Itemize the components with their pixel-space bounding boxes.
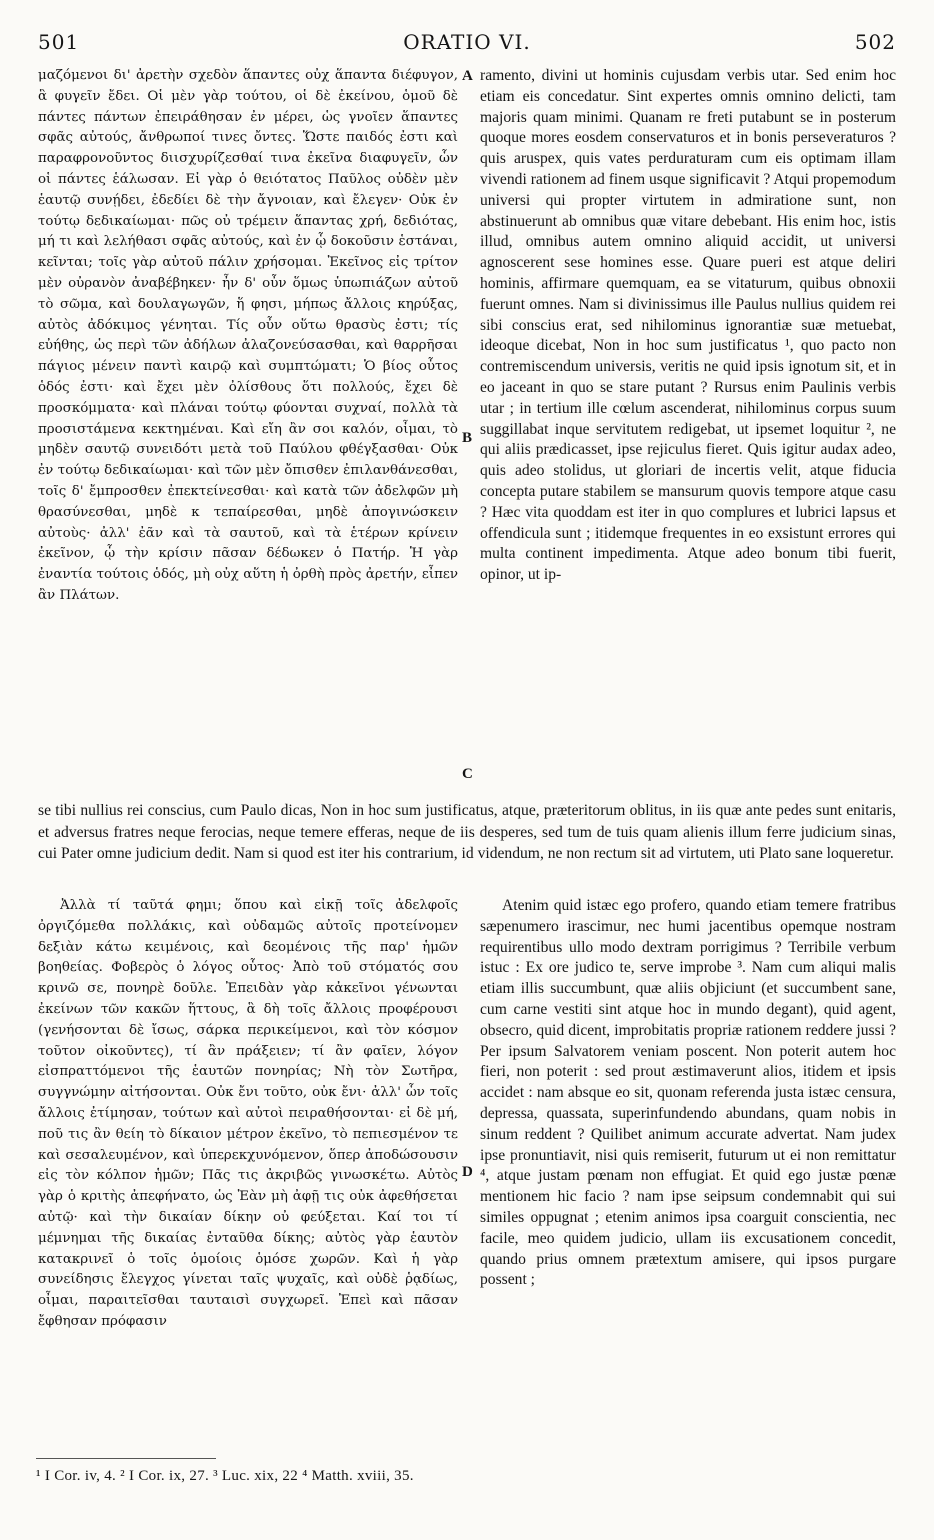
- margin-mark-b: B: [462, 430, 473, 446]
- page-header: [38, 30, 896, 64]
- latin-paragraph-3: Atenim quid istæc ego profero, quando etiam temere fratribus sæpenumero irascimur, nec humi jacentibus opemque nostram requirentibus ullo modo dextram porrigimus ? Terribile verbum istuc : Ex ore judico te, serve improbe ³. Nam cum aliqui malis etiam illis succumbunt, quæ aliis objiciunt (et succumbent sane, cum carne vestiti sint atque hoc in mundo degant), quid agent, obsecro, quid dicent, improbitatis propriæ rationem reddere jussi ? Per ipsum Salvatorem veniam poscent. Non poterit autem hoc fieri, non poterit : sed prout æstimaverunt alios, itidem et ipsis accidet : nam absque eo sit, quonam referenda justa istæc censura, depressa, quassata, superinfundendo abundans, quam nobis in sinum reddent ? Quilibet animum accurate advertat. Nam judex ipse pronuntiavit, nisi quis remiserit, futurum ut ei non remittatur ⁴, atque justam pœnam non effugiat. Et quid ego justæ pœnæ mentionem hic facio ? nam ipse seipsum condemnabit qui sui similes oppugnat ; etenim animos ipsa coarguit conscientia, nec facile, meo quidem judicio, ullam iis excusationem concedit, quando prius omnem prætextum amisere, qui ipsos purgare possent ;: [480, 897, 896, 1289]
- greek-paragraph-2: Ἀλλὰ τί ταῦτά φημι; ὅπου καὶ εἰκῇ τοῖς ἀδελφοῖς ὀργιζόμεθα πολλάκις, καὶ οὐδαμῶς αὐτοῖς προτείνομεν δεξιὰν κάτω κειμένοις, καὶ δεομένοις τῆς παρ' ἡμῶν βοηθείας. Φοβερὸς ὁ λόγος οὗτος· Ἀπὸ τοῦ στόματός σου κρινῶ σε, πονηρὲ δοῦλε. Ἐπειδὰν γὰρ κἀκεῖνοι γένωνται ἐκείνων τῶν κακῶν ἥττους, ἃ δὴ τοῖς ἄλλοις προφέρουσι (γενήσονται δὲ ἴσως, σάρκα περικείμενοι, καὶ τὸν κόσμον τοῦτον οἰκοῦντες), τί ἂν πράξειεν; τί ἂν φαῖεν, λόγον εἰσπραττόμενοι τῆς ἑαυτῶν πονηρίας; Νὴ τὸν Σωτῆρα, συγγνώμην αἰτήσονται. Οὐκ ἔνι τοῦτο, οὐκ ἔνι· ἀλλ' ὧν τοῖς ἄλλοις ἐτίμησαν, τούτων καὶ αὐτοὶ πειραθήσονται· εἰ δὲ μή, ποῦ τις ἂν θείη τὸ δίκαιον μέτρον ἐκεῖνο, τὸ πεπιεσμένον τε καὶ σεσαλευμένον, καὶ ὑπερεκχυνόμενον, ὅπερ ἀποδώσουσιν εἰς τὸν κόλπον ἡμῶν; Πᾶς τις ἀκριβῶς γινωσκέτω. Αὐτὸς γὰρ ὁ κριτὴς ἀπεφήνατο, ὡς Ἐὰν μὴ ἀφῇ τις οὐκ ἀφεθήσεται αὐτῷ· καὶ τὴν δικαίαν δίκην οὐ φεύξεται. Καί τοι τί μέμνημαι τῆς δικαίας ἐνταῦθα δίκης; αὐτὸς γὰρ ἑαυτὸν κατακρινεῖ ὁ τοῖς ὁμοίοις ὁμόσε χωρῶν. Καὶ ἡ γὰρ συνείδησις ἔλεγχος γίνεται ταῖς ψυχαῖς, καὶ οὐδὲ ῥᾳδίως, οἶμαι, παραιτεῖσθαι ταυταισὶ συγχωρεῖ. Ἐπεὶ καὶ πᾶσαν ἔφθησαν πρόφασιν: [38, 898, 458, 1329]
- greek-column-bottom: [38, 896, 458, 1333]
- latin-column-top: [480, 66, 896, 586]
- greek-paragraph-1: μαζόμενοι δι' ἀρετὴν σχεδὸν ἅπαντες οὐχ ἅπαντα διέφυγον, ἃ φυγεῖν ἔδει. Οἱ μὲν γὰρ τούτου, οἱ δὲ ἐκείνου, ὁμοῦ δὲ πάντες πάντων ἐπειράθησαν ἐν μέρει, ὡς γνοῖεν ἅπαντες σφᾶς αὐτούς, ἄνθρωποί τινες ὄντες. Ὥστε παιδός ἐστι καὶ παραφρονοῦντος διισχυρίζεσθαί τινα ἐκεῖνα διαφυγεῖν, ὧν οἱ πάντες ἑάλωσαν. Εἰ γὰρ ὁ θειότατος Παῦλος οὐδὲν μὲν ἑαυτῷ συνῄδει, ἐδεδίει δὲ τὴν ἄγνοιαν, καὶ ἔλεγεν· Οὐκ ἐν τούτῳ δεδικαίωμαι· πῶς οὐ τρέμειν ἅπαντας χρή, δεδιότας, μή τι καὶ λελήθασι σφᾶς αὐτούς, καὶ ἐν ᾧ δοκοῦσιν ἑστάναι, κεῖνται; τοῖς γὰρ αὐτοῦ πάλιν χρήσομαι. Ἐκεῖνος εἰς τρίτον μὲν οὐρανὸν ἀναβέβηκεν· ἦν δ' οὖν ὅμως ὑπωπιάζων αὐτοῦ τὸ σῶμα, καὶ δουλαγωγῶν, ἥ φησι, μήπως ἄλλοις κηρύξας, αὐτὸς ἀδόκιμος γένηται. Τίς οὖν οὕτω θρασὺς ἐστι; τίς εὐήθης, ὡς περὶ τῶν ἀδήλων ἀλαζονεύσασθαι, καὶ θαρρῆσαι πάγιος μένειν παντὶ καιρῷ καὶ συμπτώματι; Ὁ βίος οὗτος ὁδός ἐστι· καὶ ἔχει μὲν ὀλίσθους ὅτι πολλούς, ἔχει δὲ προσκόμματα· καὶ πλάναι τούτῳ φύονται συχναί, πολλὰ τὰ προσιστάμενα κεκτημέναι. Καὶ εἴη ἂν σοι καλόν, οἶμαι, τὸ μηδὲν σαυτῷ συνειδότι μετὰ τοῦ Παύλου φθέγξασθαι· Οὐκ ἐν τούτῳ δεδικαίωμαι· καὶ τῶν μὲν ὄπισθεν ἐπιλανθάνεσθαι, τοῖς δ' ἔμπροσθεν ἐπεκτείνεσθαι· καὶ κατὰ τῶν ἀδελφῶν μὴ θρασύνεσθαι, μηδὲ κ τεπαίρεσθαι, μηδὲ ἀπογινώσκειν αὐτοὺς· ἀλλ' ἐᾶν καὶ τὰ σαυτοῦ, καὶ τὰ ἑτέρων κρίνειν ἐκεῖνον, ᾧ τὴν κρίσιν πᾶσαν δέδωκεν ὁ Πατήρ. Ἡ γὰρ ἐναντία τούτοις ὁδός, μὴ οὐχ αὕτη ἡ ὀρθὴ πρὸς ἀρετήν, εἶπεν ἂν Πλάτων.: [38, 68, 458, 603]
- latin-paragraph-1: ramento, divini ut hominis cujusdam verbis utar. Sed enim hoc etiam eis concedatur. Sint expertes omnis omnino delicti, tam majoris quam minimi. Quanam re freti putabunt se in posterum quoque mores eosdem conservaturos et in bonis perseveraturos ? quis aruspex, quis vates perduraturam cum eis optimam illam vivendi rationem ad finem usque significavit ? Atqui propemodum universi qui propter virtutem in admiratione sunt, non abstinuerunt ab omnibus quæ vitare debebant. His enim hoc, istis illud, omnibus autem omnino aliquid accidit, ut universi agnoscerent sese homines esse. Quare pueri est atque deliri hominis, affirmare quemquam, ea se vitaturum, quibus obnoxii fuerunt omnes. Nam si divinissimus ille Paulus nullius quidem rei sibi conscius erat, sed nihilominus ignorantiæ suæ metuebat, ideoque dicebat, Non in hoc sum justificatus ¹, quo pacto non contremiscendum universis, veritis ne quid ipsis ignotum sit, et in eo jaceant in quo se stare putant ? Rursus enim Paulinis verbis utar ; in tertium ille cœlum ascenderat, nihilominus corpus suum suggillabat inque servitutem redigebat, ut ipsemet loquitur ², ne qui aliis prædicasset, ipse rejiculus fieret. Quis igitur audax adeo, quis adeo stolidus, ut gloriari de incertis velit, atque fiducia concepta putare stabilem se mansurum quovis tempore atque casu ? Hæc vita quoddam est iter in quo complures et lubrici lapsus et offendicula sunt ; itidemque frequentes in eo exsistunt errores qui multa continent impedimenta. Atque adeo bonum tibi fuerit, opinor, ut ip-: [480, 67, 896, 584]
- latin-full-width-paragraph: [38, 800, 896, 865]
- margin-mark-c: C: [462, 766, 473, 782]
- margin-mark-d: D: [462, 1164, 473, 1180]
- running-title: ORATIO VI.: [403, 30, 531, 54]
- right-page-number: 502: [854, 30, 896, 54]
- margin-mark-a: A: [462, 68, 473, 84]
- left-page-number: 501: [38, 30, 80, 54]
- footnote-divider: [36, 1458, 216, 1459]
- greek-column-top: [38, 66, 458, 607]
- latin-paragraph-2: se tibi nullius rei conscius, cum Paulo dicas, Non in hoc sum justificatus, atque, præteritorum oblitus, in iis quæ ante pedes sunt enitaris, et adversus fratres neque ferocias, neque temere efferas, neque de iis desperes, sed tum de tuis quam alienis illum ferre judicium sinas, cui Pater omne judicium dedit. Nam si quod est iter his contrarium, id videndum, ne non rectum sit ad virtutem, uti Plato sane loqueretur.: [38, 802, 896, 862]
- footnotes: ¹ I Cor. iv, 4. ² I Cor. ix, 27. ³ Luc. xix, 22 ⁴ Matth. xviii, 35.: [36, 1468, 414, 1484]
- latin-column-bottom: [480, 896, 896, 1291]
